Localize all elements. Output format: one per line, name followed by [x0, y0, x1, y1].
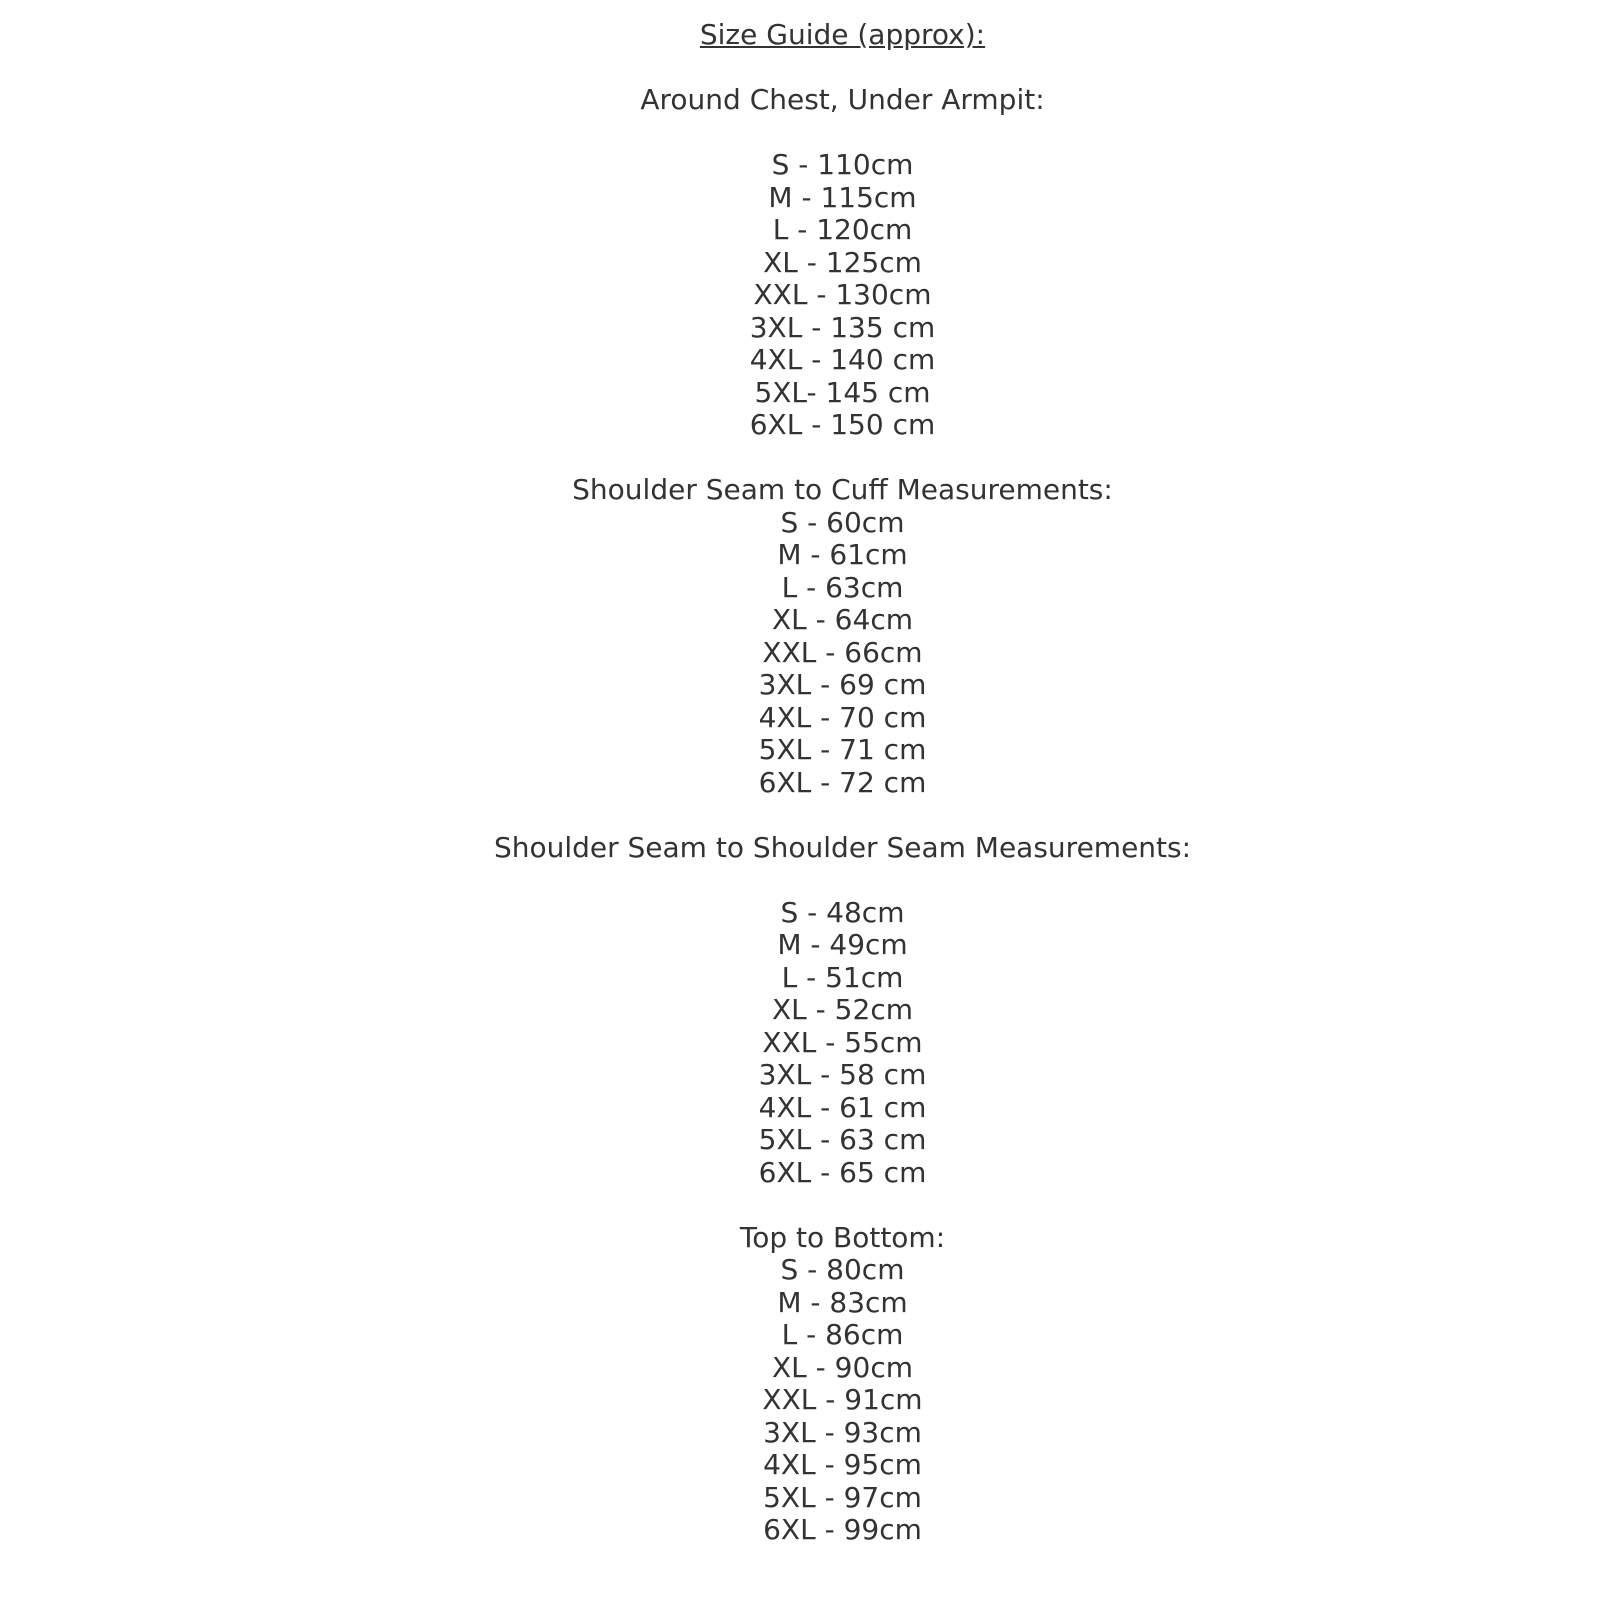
- section-heading-around-chest: Around Chest, Under Armpit:: [640, 83, 1045, 116]
- size-line: 5XL - 97cm: [763, 1480, 922, 1514]
- section-heading-seam-to-cuff: Shoulder Seam to Cuff Measurements:: [572, 473, 1113, 506]
- size-line: S - 80cm: [780, 1253, 905, 1286]
- size-line: S - 48cm: [780, 895, 905, 929]
- size-line: XL - 125cm: [763, 245, 922, 279]
- size-line: L - 51cm: [781, 960, 904, 994]
- size-line: 6XL - 150 cm: [749, 408, 936, 441]
- size-line: 4XL - 70 cm: [758, 700, 927, 734]
- size-line: L - 86cm: [781, 1318, 904, 1351]
- size-line: M - 49cm: [777, 928, 908, 961]
- size-line: XXL - 91cm: [762, 1383, 923, 1416]
- size-line: S - 110cm: [771, 148, 914, 181]
- section-heading-top-to-bottom: Top to Bottom:: [739, 1220, 946, 1254]
- size-line: L - 120cm: [772, 213, 913, 246]
- size-line: 5XL- 145 cm: [754, 375, 931, 409]
- size-line: 3XL - 135 cm: [749, 310, 936, 344]
- size-line: 5XL - 63 cm: [758, 1123, 927, 1156]
- size-line: XXL - 66cm: [762, 635, 923, 669]
- size-line: XXL - 55cm: [762, 1025, 923, 1059]
- size-line: M - 115cm: [768, 180, 917, 214]
- section-heading-seam-to-seam: Shoulder Seam to Shoulder Seam Measurements:: [493, 830, 1192, 864]
- size-line: XL - 90cm: [772, 1350, 913, 1384]
- size-line: M - 61cm: [777, 538, 908, 571]
- size-line: 4XL - 140 cm: [749, 343, 936, 376]
- size-line: 6XL - 99cm: [763, 1513, 922, 1546]
- size-line: S - 60cm: [780, 505, 905, 539]
- size-line: 4XL - 61 cm: [758, 1090, 927, 1124]
- size-line: 5XL - 71 cm: [758, 733, 927, 766]
- size-line: 6XL - 65 cm: [758, 1155, 927, 1189]
- size-line: 3XL - 58 cm: [758, 1058, 927, 1091]
- size-line: XL - 52cm: [772, 993, 913, 1026]
- size-line: M - 83cm: [777, 1285, 908, 1319]
- size-line: 3XL - 69 cm: [758, 668, 927, 701]
- size-line: XL - 64cm: [772, 603, 913, 636]
- size-line: L - 63cm: [781, 570, 904, 604]
- size-line: 4XL - 95cm: [763, 1448, 922, 1481]
- page-title: Size Guide (approx):: [699, 18, 986, 51]
- size-line: XXL - 130cm: [753, 278, 932, 311]
- size-line: 3XL - 93cm: [763, 1415, 922, 1449]
- size-line: 6XL - 72 cm: [758, 765, 927, 799]
